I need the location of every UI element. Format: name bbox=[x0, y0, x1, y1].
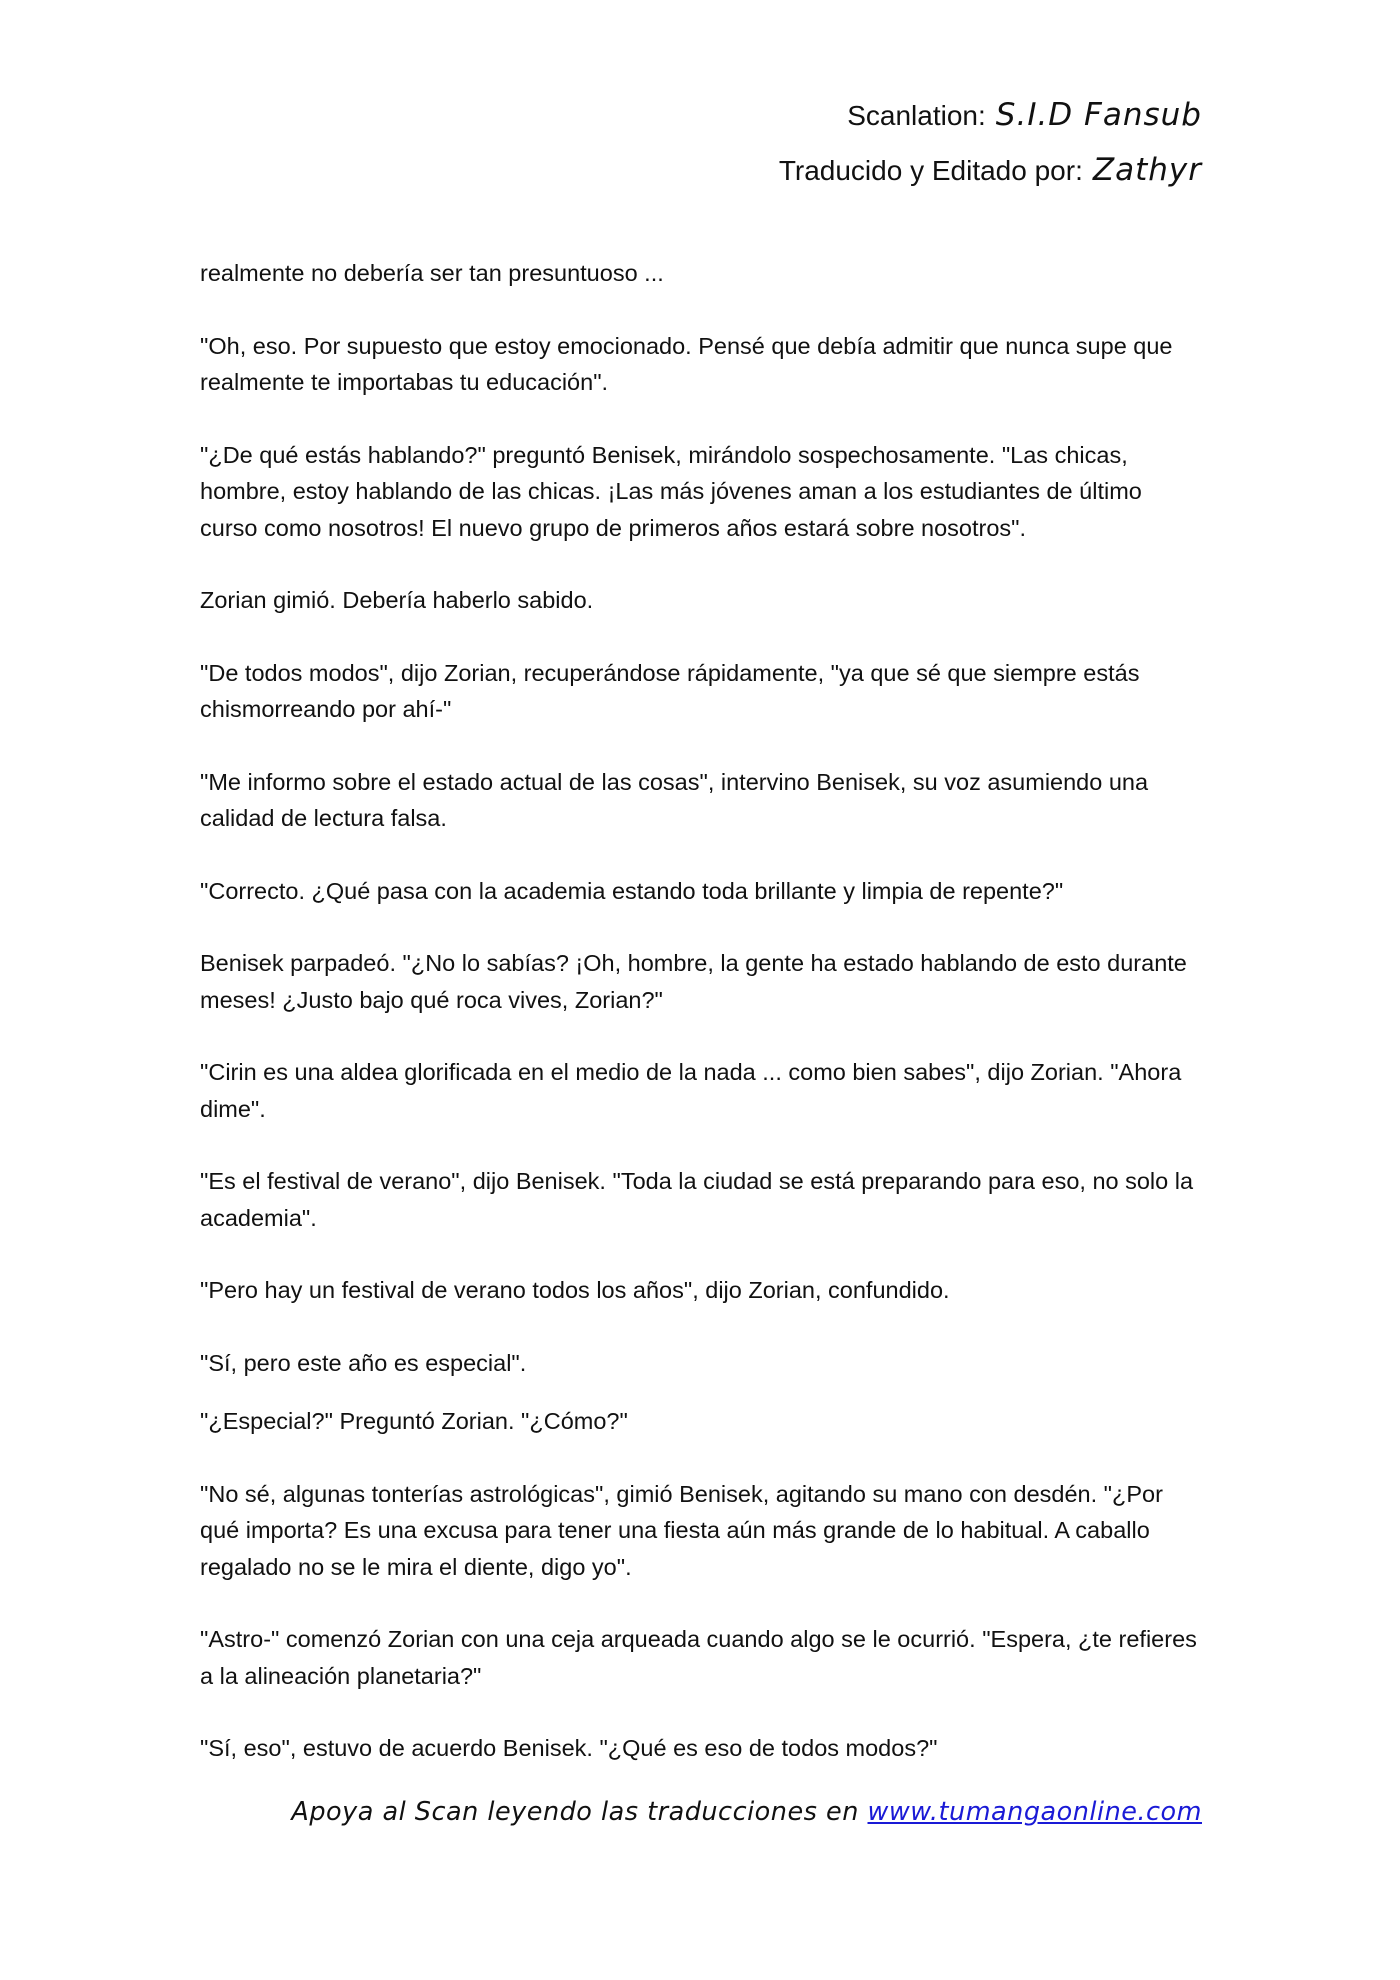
paragraph: realmente no debería ser tan presuntuoso ... bbox=[200, 260, 664, 286]
paragraph: "¿Especial?" Preguntó Zorian. "¿Cómo?" bbox=[200, 1408, 628, 1434]
scanlation-label: Scanlation: bbox=[847, 100, 986, 131]
paragraph: "Oh, eso. Por supuesto que estoy emocionado. Pensé que debía admitir que nunca supe que realmente te importabas tu educación". bbox=[200, 332, 1173, 395]
translator-name: Zathyr bbox=[1092, 152, 1202, 188]
paragraph: "Correcto. ¿Qué pasa con la academia estando toda brillante y limpia de repente?" bbox=[200, 877, 1064, 904]
credits-block bbox=[779, 88, 1202, 198]
website-link[interactable]: www.tumangaonline.com bbox=[867, 1797, 1202, 1827]
paragraph: "Sí, pero este año es especial". bbox=[200, 1349, 527, 1376]
scanlation-group-name: S.I.D Fansub bbox=[995, 97, 1202, 133]
support-footer bbox=[291, 1797, 1202, 1827]
paragraph: "Sí, eso", estuvo de acuerdo Benisek. "¿Qué es eso de todos modos?" bbox=[200, 1735, 938, 1761]
paragraph: Benisek parpadeó. "¿No lo sabías? ¡Oh, hombre, la gente ha estado hablando de esto durante meses! ¿Justo bajo qué roca vives, Zorian?" bbox=[200, 950, 1187, 1013]
paragraph: "Pero hay un festival de verano todos los años", dijo Zorian, confundido. bbox=[200, 1277, 950, 1303]
scanlation-credit bbox=[779, 88, 1202, 143]
paragraph: "De todos modos", dijo Zorian, recuperándose rápidamente, "ya que sé que siempre estás chismorreando por ahí-" bbox=[200, 659, 1140, 722]
paragraph: "¿De qué estás hablando?" preguntó Benisek, mirándolo sospechosamente. "Las chicas, hombre, estoy hablando de las chicas. ¡Las más jóvenes aman a los estudiantes de último curso como nosotros! El nuevo grupo de primeros años estará sobre nosotros". bbox=[200, 441, 1142, 541]
paragraph: "Es el festival de verano", dijo Benisek. "Toda la ciudad se está preparando para eso, no solo la academia". bbox=[200, 1168, 1194, 1231]
paragraph: "Astro-" comenzó Zorian con una ceja arqueada cuando algo se le ocurrió. "Espera, ¿te refieres a la alineación planetaria?" bbox=[200, 1626, 1197, 1689]
translator-label: Traducido y Editado por: bbox=[778, 155, 1083, 186]
footer-text: Apoya al Scan leyendo las traducciones en bbox=[291, 1797, 859, 1827]
chapter-text bbox=[200, 255, 1200, 1803]
paragraph: "No sé, algunas tonterías astrológicas", gimió Benisek, agitando su mano con desdén. "¿Por qué importa? Es una excusa para tener una fiesta aún más grande de lo habitual. A caballo regalado no se le mira el diente, digo yo". bbox=[200, 1480, 1163, 1580]
paragraph: Zorian gimió. Debería haberlo sabido. bbox=[200, 587, 594, 613]
paragraph: "Cirin es una aldea glorificada en el medio de la nada ... como bien sabes", dijo Zorian. "Ahora dime". bbox=[200, 1059, 1182, 1122]
paragraph: "Me informo sobre el estado actual de las cosas", intervino Benisek, su voz asumiendo una calidad de lectura falsa. bbox=[200, 768, 1149, 831]
translator-credit bbox=[779, 143, 1202, 198]
